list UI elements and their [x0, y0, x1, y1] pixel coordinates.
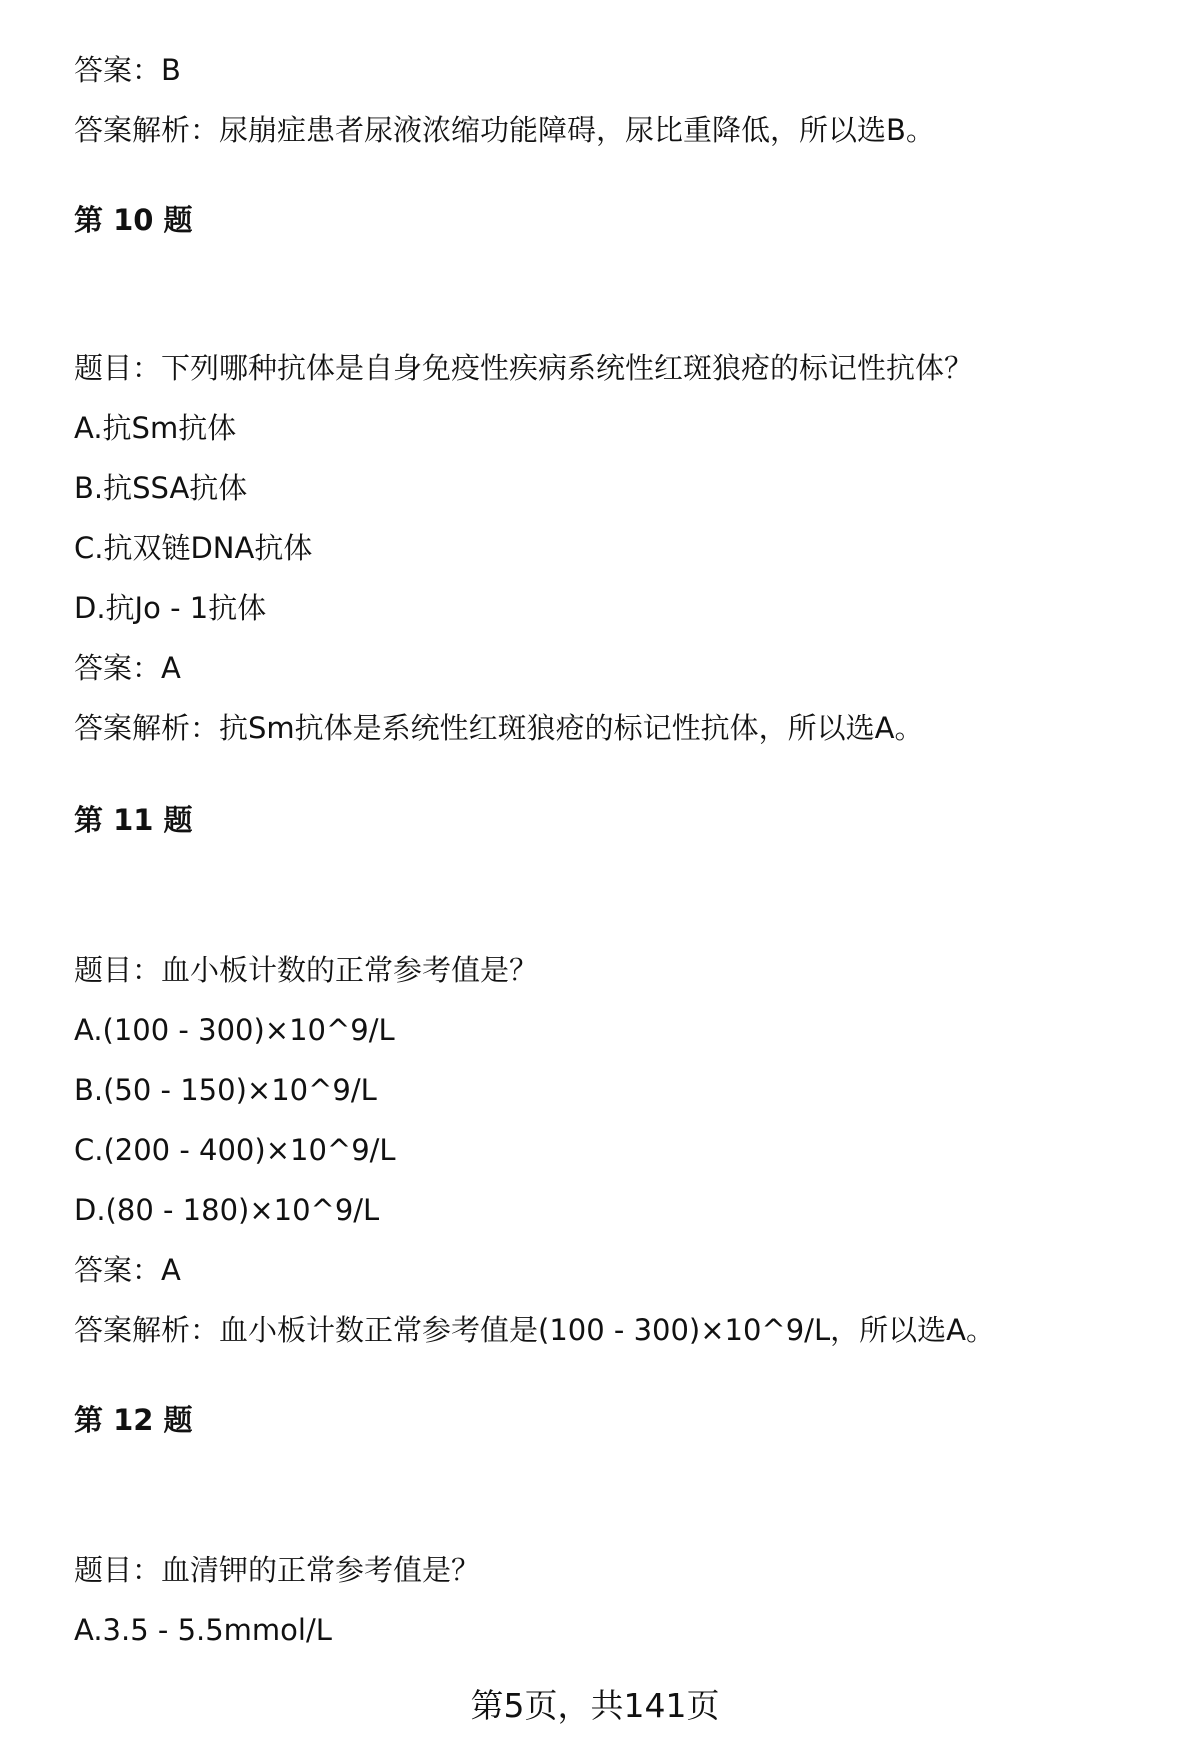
q11-option-b: B.(50 - 150)×10^9/L [74, 1073, 377, 1107]
q12-option-a: A.3.5 - 5.5mmol/L [74, 1613, 332, 1647]
q12-heading: 第 12 题 [74, 1403, 193, 1437]
q10-analysis: 答案解析：抗Sm抗体是系统性红斑狼疮的标记性抗体，所以选A。 [74, 711, 924, 745]
q12-question: 题目：血清钾的正常参考值是？ [74, 1553, 481, 1587]
q10-option-d: D.抗Jo - 1抗体 [74, 591, 267, 625]
q9-analysis: 答案解析：尿崩症患者尿液浓缩功能障碍，尿比重降低，所以选B。 [74, 113, 935, 147]
q10-option-a: A.抗Sm抗体 [74, 411, 237, 445]
q9-answer: 答案：B [74, 53, 181, 87]
q11-question: 题目：血小板计数的正常参考值是？ [74, 953, 539, 987]
page-number: 第5页，共141页 [470, 1686, 720, 1725]
q11-option-a: A.(100 - 300)×10^9/L [74, 1013, 395, 1047]
q11-option-d: D.(80 - 180)×10^9/L [74, 1193, 380, 1227]
q10-answer: 答案：A [74, 651, 181, 685]
q11-answer: 答案：A [74, 1253, 181, 1287]
q11-option-c: C.(200 - 400)×10^9/L [74, 1133, 396, 1167]
q10-question: 题目：下列哪种抗体是自身免疫性疾病系统性红斑狼疮的标记性抗体？ [74, 351, 974, 385]
q11-analysis: 答案解析：血小板计数正常参考值是(100 - 300)×10^9/L，所以选A。 [74, 1313, 995, 1347]
q10-option-b: B.抗SSA抗体 [74, 471, 248, 505]
q10-option-c: C.抗双链DNA抗体 [74, 531, 313, 565]
q10-heading: 第 10 题 [74, 203, 193, 237]
q11-heading: 第 11 题 [74, 803, 193, 837]
